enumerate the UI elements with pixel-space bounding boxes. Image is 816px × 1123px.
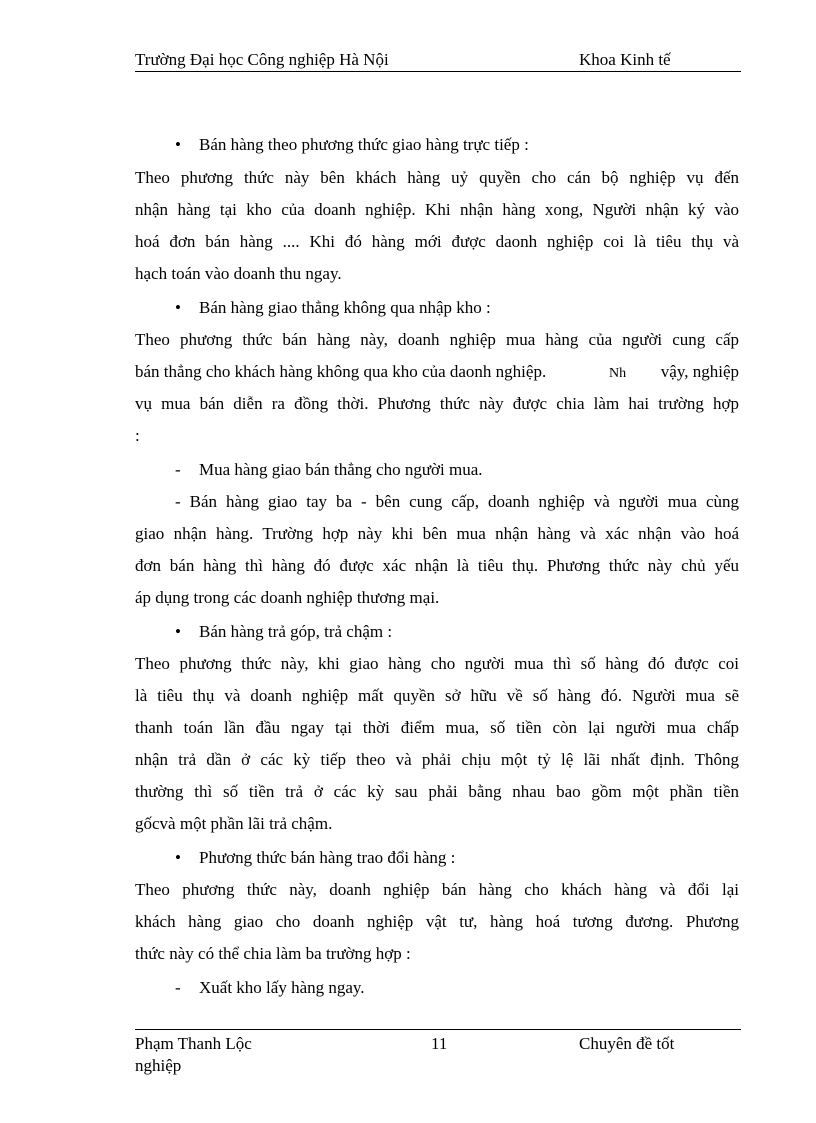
dash-icon: - <box>175 460 181 479</box>
header-school: Trường Đại học Công nghiệp Hà Nội <box>135 50 389 69</box>
bullet-text: Bán hàng giao thẳng không qua nhập kho : <box>199 298 491 317</box>
bullet-item <box>175 620 735 644</box>
bullet-text: Bán hàng trả góp, trả chậm : <box>199 622 393 641</box>
bullet-icon: • <box>175 298 181 317</box>
paragraph-line: áp dụng trong các doanh nghiệp thương mại. <box>135 588 440 607</box>
paragraph-fragment: vậy, nghiệp <box>660 362 739 381</box>
bullet-item <box>175 846 735 870</box>
paragraph-text: bán thẳng cho khách hàng không qua kho của daonh nghiệp. <box>135 362 547 381</box>
header-faculty: Khoa Kinh tế <box>579 50 671 69</box>
paragraph-line: Theo phương thức này bên khách hàng uỷ quyền cho cán bộ nghiệp vụ đến <box>135 168 739 187</box>
bullet-text: Phương thức bán hàng trao đổi hàng : <box>199 848 456 867</box>
bullet-item <box>175 296 735 320</box>
bullet-icon: • <box>175 622 181 641</box>
bullet-text: Bán hàng theo phương thức giao hàng trực tiếp : <box>199 135 529 154</box>
paragraph-line: khách hàng giao cho doanh nghiệp vật tư, hàng hoá tương đương. Phương <box>135 912 739 931</box>
bullet-icon: • <box>175 848 181 867</box>
dash-item <box>175 458 735 482</box>
page-header <box>135 50 741 72</box>
paragraph-line: hạch toán vào doanh thu ngay. <box>135 264 342 283</box>
paragraph-line: nhận trả dần ở các kỳ tiếp theo và phải chịu một tỷ lệ lãi nhất định. Thông <box>135 750 739 769</box>
page-number: 11 <box>431 1034 448 1053</box>
paragraph-line: giao nhận hàng. Trường hợp này khi bên mua nhận hàng và xác nhận vào hoá <box>135 524 739 543</box>
paragraph-line: là tiêu thụ và doanh nghiệp mất quyền sở hữu về số hàng đó. Người mua sẽ <box>135 686 739 705</box>
paragraph-line: hoá đơn bán hàng .... Khi đó hàng mới được daonh nghiệp coi là tiêu thụ và <box>135 232 739 251</box>
footer-author-continued: nghiệp <box>135 1056 182 1075</box>
footer-author: Phạm Thanh Lộc <box>135 1034 252 1053</box>
paragraph-line: Theo phương thức này, khi giao hàng cho người mua thì số hàng đó được coi <box>135 654 739 673</box>
paragraph-line: vụ mua bán diễn ra đồng thời. Phương thức này được chia làm hai trường hợp <box>135 394 739 413</box>
paragraph-line: gốcvà một phần lãi trả chậm. <box>135 814 333 833</box>
dash-text: Xuất kho lấy hàng ngay. <box>199 978 365 997</box>
footer-title: Chuyên đề tốt <box>579 1034 675 1053</box>
paragraph-line: thường thì số tiền trả ở các kỳ sau phải bằng nhau bao gồm một phần tiền <box>135 782 739 801</box>
bullet-item <box>175 133 735 157</box>
paragraph-line: : <box>135 426 140 445</box>
dash-icon: - <box>175 978 181 997</box>
paragraph-line: Theo phương thức này, doanh nghiệp bán hàng cho khách hàng và đổi lại <box>135 880 739 899</box>
paragraph-fragment: Nh <box>609 366 627 381</box>
paragraph-line: thanh toán lần đầu ngay tại thời điểm mua, số tiền còn lại người mua chấp <box>135 718 739 737</box>
dash-text: Mua hàng giao bán thẳng cho người mua. <box>199 460 483 479</box>
paragraph-line: đơn bán hàng thì hàng đó được xác nhận là tiêu thụ. Phương thức này chủ yếu <box>135 556 739 575</box>
paragraph-line: - Bán hàng giao tay ba - bên cung cấp, doanh nghiệp và người mua cùng <box>175 492 739 511</box>
footer-rule <box>135 1029 741 1030</box>
bullet-icon: • <box>175 135 181 154</box>
paragraph-line: nhận hàng tại kho của doanh nghiệp. Khi nhận hàng xong, Người nhận ký vào <box>135 200 739 219</box>
paragraph-line: Theo phương thức bán hàng này, doanh nghiệp mua hàng của người cung cấp <box>135 330 739 349</box>
dash-item <box>175 976 735 1000</box>
paragraph-line: thức này có thể chia làm ba trường hợp : <box>135 944 411 963</box>
header-rule <box>135 71 741 72</box>
paragraph-line <box>135 360 739 384</box>
